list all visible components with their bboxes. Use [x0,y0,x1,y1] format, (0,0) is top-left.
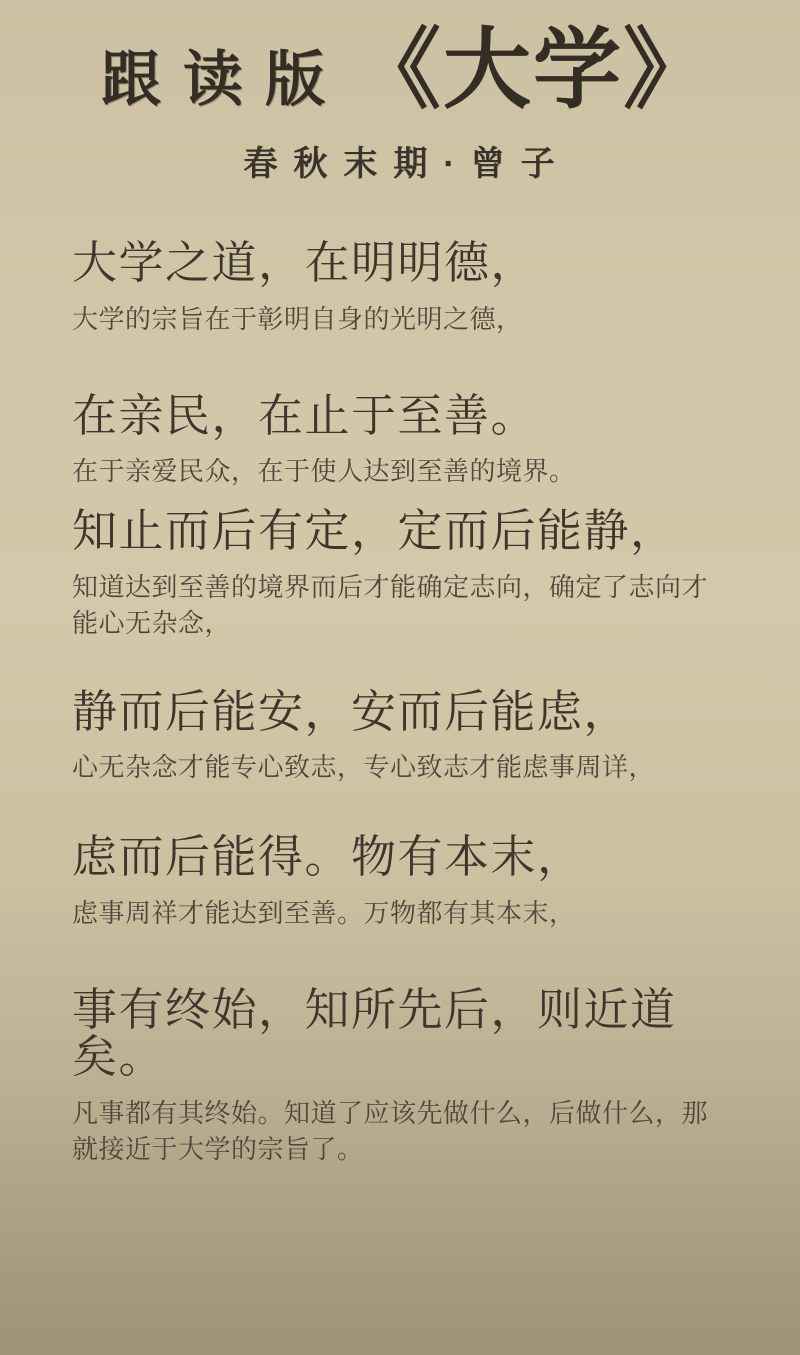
translation-text: 虑事周祥才能达到至善。万物都有其本末， [72,897,576,928]
classical-text: 虑而后能得。物有本末， [72,831,584,883]
page-title [72,20,742,119]
passage-section-6 [72,983,742,1168]
passage-section-3 [72,507,742,641]
classical-text: 静而后能安，安而后能虑， [72,685,631,737]
translation-text: 凡事都有其终始。知道了应该先做什么，后做什么，那就接近于大学的宗旨了。 [72,1098,709,1164]
translation-text: 心无杂念才能专心致志，专心致志才能虑事周详， [72,752,656,783]
title-edition-label: 跟读版 [100,46,347,113]
classical-text: 知止而后有定，定而后能静， [72,505,677,557]
classical-text: 大学之道，在明明德， [72,237,538,288]
translation-text: 知道达到至善的境界而后才能确定志向，确定了志向才能心无杂念， [72,571,709,638]
title-book-name: 《大学》 [352,20,713,119]
translation-text: 大学的宗旨在于彰明自身的光明之德， [72,303,523,334]
passage-section-1 [72,239,742,338]
header [72,20,742,185]
translation-text: 在于亲爱民众，在于使人达到至善的境界。 [72,456,576,487]
classical-text: 事有终始，知所先后，则近道矣。 [72,983,677,1083]
passage-section-5 [72,833,742,932]
passage-section-2 [72,389,742,491]
passage-section-4 [72,685,742,787]
subtitle-era-author: 春秋末期·曾子 [243,145,571,183]
classical-text: 在亲民，在止于至善。 [72,389,538,441]
